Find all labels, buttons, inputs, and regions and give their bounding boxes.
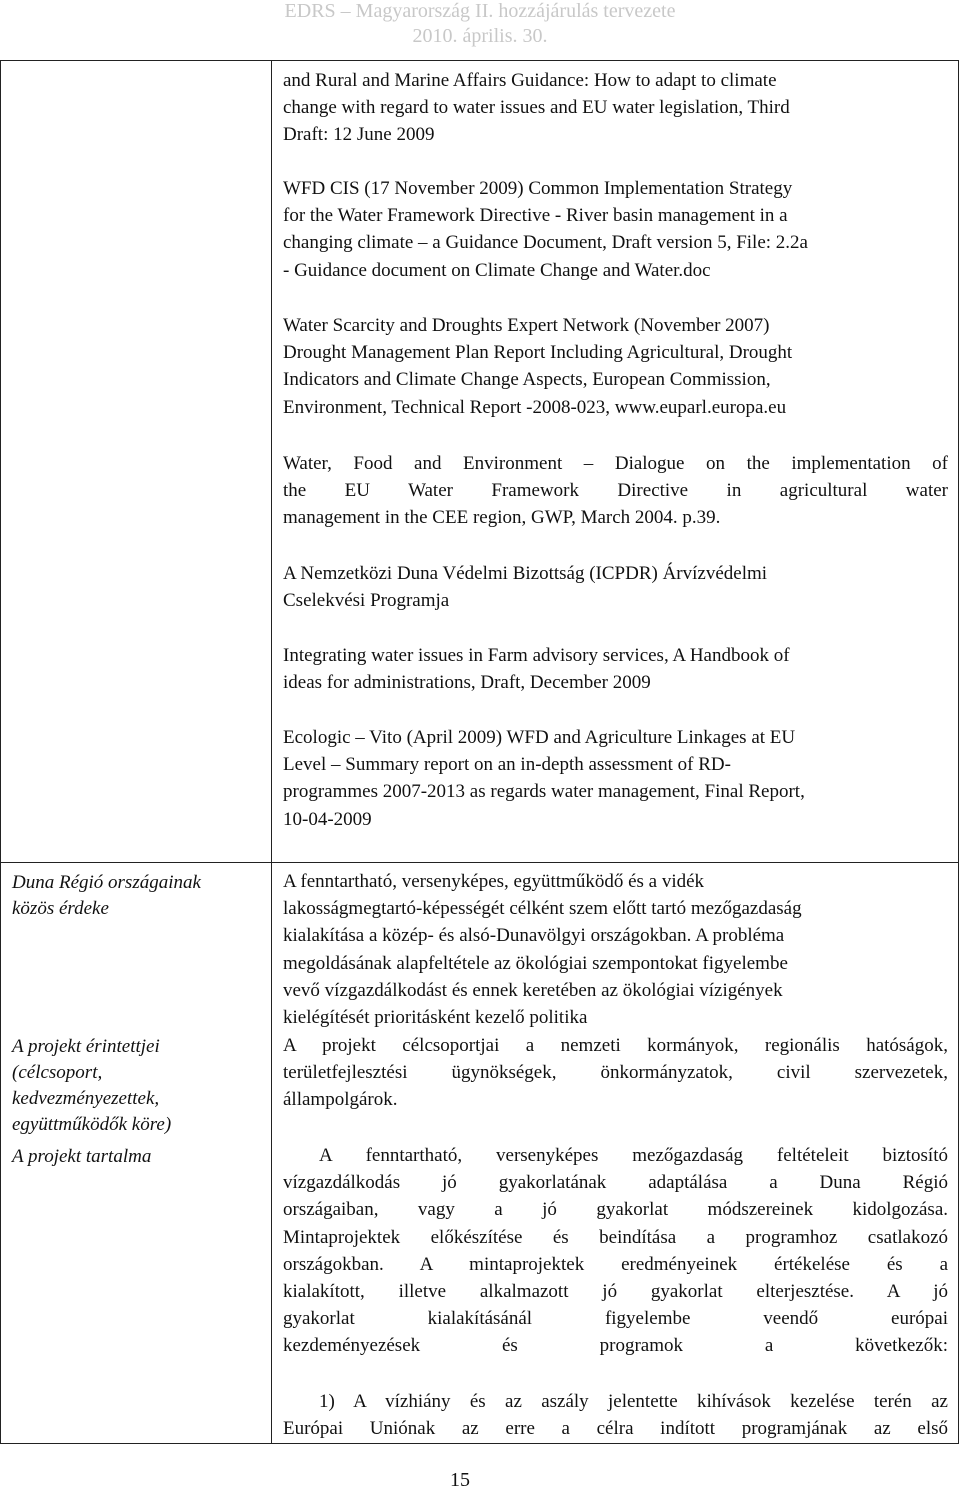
text-line: területfejlesztési ügynökségek, önkormányzatok, civil szervezetek, — [283, 1062, 948, 1084]
ref-line: and Rural and Marine Affairs Guidance: How to adapt to climate — [283, 70, 777, 91]
ref-line: programmes 2007-2013 as regards water management, Final Report, — [283, 781, 805, 803]
text-line: gyakorlat kialakításánál figyelembe veendő európai — [283, 1308, 948, 1330]
reference-water-scarcity — [283, 312, 948, 421]
label-line: együttműködők köre) — [12, 1114, 172, 1135]
label-line: közös érdeke — [12, 898, 109, 919]
ref-line: - Guidance document on Climate Change and Water.doc — [283, 259, 711, 281]
ref-line: Drought Management Plan Report Including Agricultural, Drought — [283, 342, 793, 364]
ref-line: Integrating water issues in Farm advisory services, A Handbook of — [283, 645, 790, 666]
text-common-interest — [283, 868, 948, 1031]
reference-icpdr — [283, 560, 948, 614]
text-line: Mintaprojektek előkészítése és beindítása a programhoz csatlakozó — [283, 1226, 948, 1248]
label-line: A projekt érintettjei — [12, 1036, 160, 1057]
text-stakeholders — [283, 1032, 948, 1114]
label-line: A projekt tartalma — [12, 1146, 152, 1167]
ref-line: Level – Summary report on an in-depth assessment of RD- — [283, 754, 731, 776]
ref-line: for the Water Framework Directive - River basin management in a — [283, 205, 788, 227]
text-line: megoldásának alapfeltétele az ökológiai szempontokat figyelembe — [283, 952, 788, 974]
ref-line: Water, Food and Environment – Dialogue on the implementation of — [283, 453, 948, 474]
label-project-content — [12, 1144, 262, 1170]
table-top-border — [0, 60, 959, 61]
label-line: (célcsoport, — [12, 1062, 103, 1083]
table-left-border — [0, 60, 1, 1444]
ref-line: ideas for administrations, Draft, December 2009 — [283, 672, 651, 694]
reference-ecologic — [283, 724, 948, 833]
label-line: Duna Régió országainak — [12, 872, 201, 893]
text-line: kielégítését prioritásként kezelő politika — [283, 1007, 588, 1029]
text-line: kialakítása a közép- és alsó-Dunavölgyi országokban. A probléma — [283, 925, 785, 947]
label-common-interest — [12, 870, 262, 922]
label-stakeholders — [12, 1034, 262, 1138]
ref-line: WFD CIS (17 November 2009) Common Implementation Strategy — [283, 178, 793, 199]
page-header — [0, 0, 960, 58]
ref-line: the EU Water Framework Directive in agricultural water — [283, 480, 948, 502]
text-line: A projekt célcsoportjai a nemzeti kormányok, regionális hatóságok, — [283, 1035, 948, 1056]
reference-defra — [283, 67, 948, 149]
ref-line: Indicators and Climate Change Aspects, European Commission, — [283, 369, 771, 391]
text-list-item-1 — [283, 1388, 948, 1442]
row-divider — [0, 862, 959, 863]
header-title: EDRS – Magyarország II. hozzájárulás tervezete — [284, 0, 676, 22]
ref-line: Water Scarcity and Droughts Expert Network (November 2007) — [283, 315, 770, 336]
column-divider — [271, 60, 272, 1444]
ref-line: changing climate – a Guidance Document, Draft version 5, File: 2.2a — [283, 232, 808, 254]
text-line: A fenntartható, versenyképes mezőgazdaság feltételeit biztosító — [319, 1145, 948, 1166]
text-project-content — [283, 1142, 948, 1360]
text-line: kezdeményezések és programok a következők: — [283, 1335, 948, 1357]
ref-line: A Nemzetközi Duna Védelmi Bizottság (ICPDR) Árvízvédelmi — [283, 563, 768, 584]
ref-line: Environment, Technical Report -2008-023, www.euparl.europa.eu — [283, 396, 787, 418]
text-line: állampolgárok. — [283, 1089, 398, 1111]
reference-water-food — [283, 450, 948, 532]
text-line: vevő vízgazdálkodást és ennek keretében az ökológiai vízigények — [283, 979, 783, 1001]
table-bottom-border — [0, 1443, 959, 1444]
text-line: A fenntartható, versenyképes, együttműködő és a vidék — [283, 871, 705, 892]
ref-line: Ecologic – Vito (April 2009) WFD and Agriculture Linkages at EU — [283, 727, 796, 748]
text-line: Európai Uniónak az erre a célra indított programjának az első — [283, 1418, 948, 1440]
reference-wfd-cis — [283, 175, 948, 284]
text-line: vízgazdálkodás jó gyakorlatának adaptálása a Duna Régió — [283, 1172, 948, 1194]
text-line: lakosságmegtartó-képességét célként szem előtt tartó mezőgazdaság — [283, 898, 802, 920]
header-date: 2010. április. 30. — [412, 25, 548, 47]
ref-line: 10-04-2009 — [283, 808, 372, 830]
ref-line: Cselekvési Programja — [283, 590, 450, 612]
text-line: országaiban, vagy a jó gyakorlat módszereinek kidolgozása. — [283, 1199, 948, 1221]
text-line: kialakított, illetve alkalmazott jó gyakorlat elterjesztése. A jó — [283, 1281, 948, 1303]
ref-line: Draft: 12 June 2009 — [283, 124, 435, 146]
text-line: 1) A vízhiány és az aszály jelentette kihívások kezelése terén az — [319, 1391, 948, 1412]
text-line: országokban. A mintaprojektek eredményeinek értékelése és a — [283, 1253, 948, 1275]
ref-line: change with regard to water issues and EU water legislation, Third — [283, 97, 790, 119]
page-number: 15 — [450, 1469, 470, 1491]
reference-farm-advisory — [283, 642, 948, 696]
label-line: kedvezményezettek, — [12, 1088, 160, 1109]
table-right-border — [958, 60, 959, 1444]
ref-line: management in the CEE region, GWP, March 2004. p.39. — [283, 507, 721, 529]
